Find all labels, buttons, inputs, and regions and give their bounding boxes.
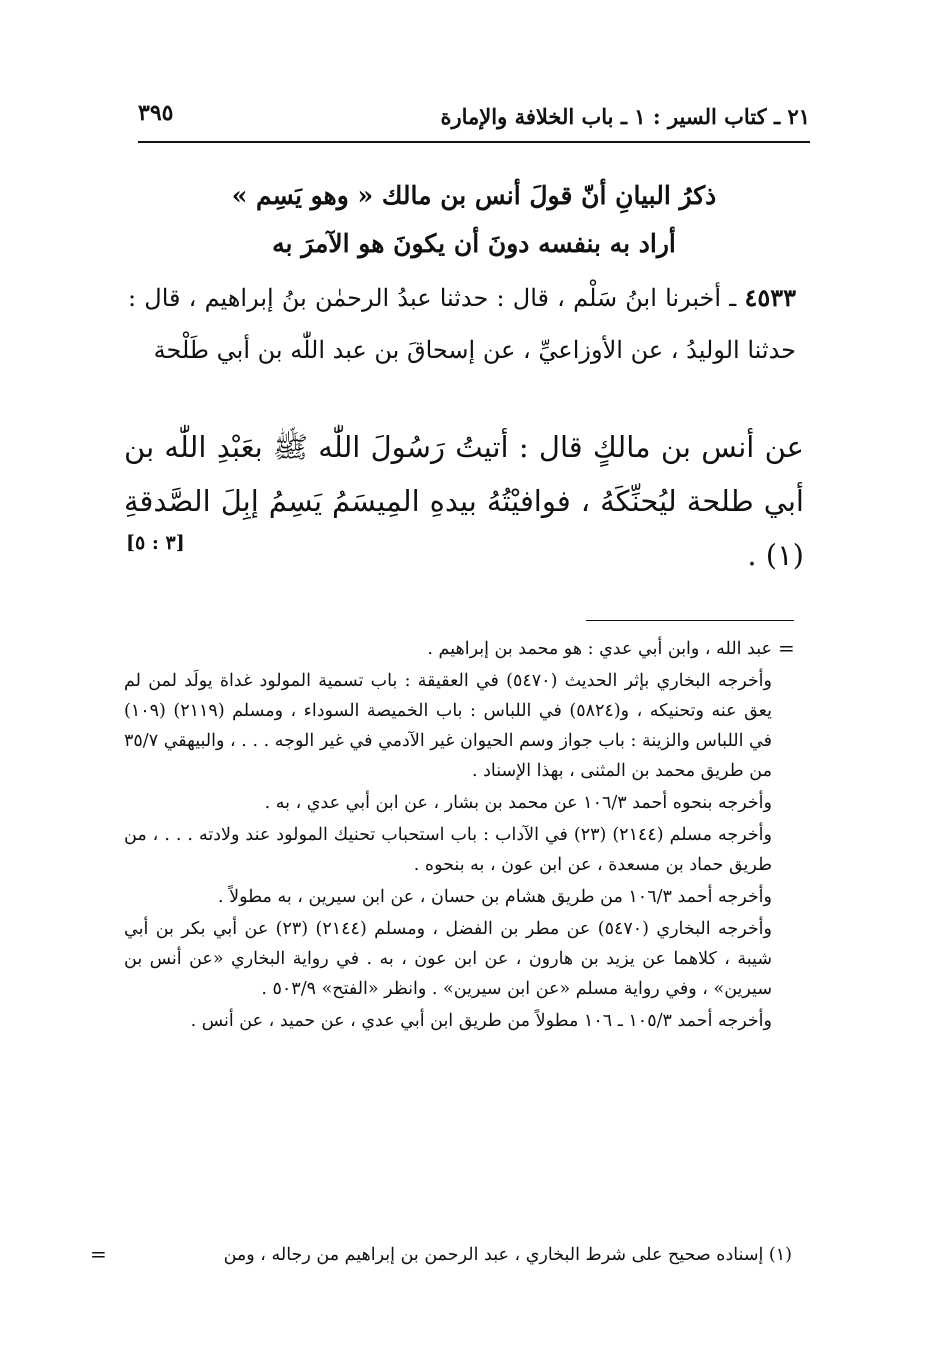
running-head: ٢١ ـ كتاب السير : ١ ـ باب الخلافة والإمارة bbox=[440, 104, 810, 129]
note-paragraph: وأخرجه أحمد ١٠٥/٣ ـ ١٠٦ مطولاً من طريق ابن أبي عدي ، عن حميد ، عن أنس . bbox=[190, 1011, 772, 1031]
page-number: ٣٩٥ bbox=[138, 100, 174, 126]
hadith-number: ٤٥٣٣ bbox=[744, 283, 796, 312]
note-paragraph: وأخرجه البخاري (٥٤٧٠) عن مطر بن الفضل ، ومسلم (٢١٤٤) (٢٣) عن أبي بكر بن أبي شيبة ، كلاهما عن يزيد بن هارون ، عن ابن عون ، به . في رواية البخاري «عن أنس بن سيرين» ، وفي رواية مسلم «عن ابن سيرين» . وانظر «الفتح» ٥٠٣/٩ . bbox=[124, 919, 772, 999]
notes-block bbox=[124, 634, 772, 1038]
note-paragraph: وأخرجه بنحوه أحمد ١٠٦/٣ عن محمد بن بشار ، عن ابن أبي عدي ، به . bbox=[264, 793, 772, 813]
header-rule bbox=[138, 141, 810, 143]
heading-line-2: أراد به بنفسه دونَ أن يكونَ هو الآمرَ به bbox=[272, 229, 676, 258]
continuation-mark: = bbox=[778, 636, 795, 660]
heading-line-1: ذكرُ البيانِ أنّ قولَ أنس بن مالك « وهو يَسِم » bbox=[231, 181, 717, 210]
hadith-grading: [٣ : ٥] bbox=[126, 532, 185, 554]
hadith-matn: عن أنس بن مالكٍ قال : أتيتُ رَسُولَ اللّٰه ﷺ بعَبْدِ اللّٰه بن أبي طلحة ليُحنِّكَهُ ، فوافيْتُهُ بيدهِ المِيسَمُ يَسِمُ إبِلَ الصَّدقةِ (١) . bbox=[124, 430, 804, 572]
note-paragraph: عبد الله ، وابن أبي عدي : هو محمد بن إبراهيم . bbox=[427, 639, 772, 659]
footnote-separator bbox=[586, 620, 794, 621]
footnote-continuation-mark: = bbox=[90, 1242, 107, 1266]
note-paragraph: وأخرجه أحمد ١٠٦/٣ من طريق هشام بن حسان ، عن ابن سيرين ، به مطولاً . bbox=[218, 887, 772, 907]
chapter-heading bbox=[140, 172, 808, 268]
page-header bbox=[138, 96, 810, 140]
footnote-1: (١) إسناده صحيح على شرط البخاري ، عبد الرحمن بن إبراهيم من رجاله ، ومن bbox=[223, 1245, 792, 1265]
isnad-text: ـ أخبرنا ابنُ سَلْم ، قال : حدثنا عبدُ الرحمٰن بنُ إبراهيم ، قال : حدثنا الوليدُ ، عن الأوزاعيِّ ، عن إسحاقَ بن عبد اللّٰه بن أبي طَلْحة bbox=[128, 284, 796, 364]
hadith-isnad bbox=[128, 272, 796, 376]
note-paragraph: وأخرجه البخاري بإثر الحديث (٥٤٧٠) في العقيقة : باب تسمية المولود غداة يولَد لمن لم يعق عنه وتحنيكه ، و(٥٨٢٤) في اللباس : باب الخميصة السوداء ، ومسلم (٢١١٩) (١٠٩) في اللباس والزينة : باب جواز وسم الحيوان غير الآدمي في غير الوجه . . . ، والبيهقي ٣٥/٧ من طريق محمد بن المثنى ، بهذا الإسناد . bbox=[124, 671, 772, 781]
note-paragraph: وأخرجه مسلم (٢١٤٤) (٢٣) في الآداب : باب استحباب تحنيك المولود عند ولادته . . . ، من طريق حماد بن مسعدة ، عن ابن عون ، به بنحوه . bbox=[124, 825, 772, 875]
